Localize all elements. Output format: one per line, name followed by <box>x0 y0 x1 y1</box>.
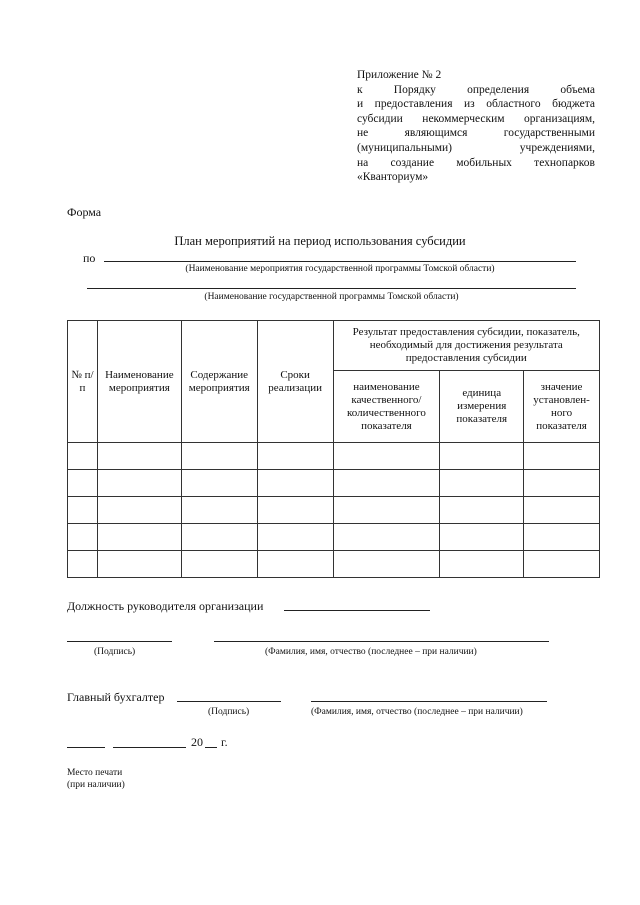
table-cell[interactable] <box>524 497 600 524</box>
appendix-line: (муниципальными) учреждениями, <box>357 141 595 154</box>
table-cell[interactable] <box>97 551 181 578</box>
header-num: № п/п <box>68 321 98 443</box>
appendix-header <box>357 68 595 185</box>
stamp-place <box>67 767 125 791</box>
date-day-line[interactable] <box>67 747 105 748</box>
table-row <box>68 551 600 578</box>
table-cell[interactable] <box>181 470 257 497</box>
event-name-caption: (Наименование мероприятия государственной программы Томской области) <box>185 264 495 274</box>
date-month-line[interactable] <box>113 747 186 748</box>
head-fio-caption: (Фамилия, имя, отчество (последнее – при наличии) <box>265 647 477 657</box>
appendix-line: и предоставления из областного бюджета <box>357 98 595 111</box>
chief-accountant-label: Главный бухгалтер <box>67 690 165 704</box>
table-cell[interactable] <box>257 524 333 551</box>
table-cell[interactable] <box>440 497 524 524</box>
table-cell[interactable] <box>333 551 440 578</box>
appendix-line: на создание мобильных технопарков <box>357 156 595 169</box>
table-cell[interactable] <box>257 443 333 470</box>
table-cell[interactable] <box>440 470 524 497</box>
appendix-line: субсидии некоммерческим организациям, <box>357 112 595 125</box>
appendix-line: «Кванториум» <box>357 171 429 184</box>
stamp-line: Место печати <box>67 768 123 778</box>
table-cell[interactable] <box>68 524 98 551</box>
table-cell[interactable] <box>257 497 333 524</box>
subheader-value: значение установлен- ного показателя <box>524 371 600 443</box>
table-cell[interactable] <box>440 524 524 551</box>
table-cell[interactable] <box>333 524 440 551</box>
date-year-line[interactable] <box>205 747 217 748</box>
table-cell[interactable] <box>257 470 333 497</box>
appendix-line: Приложение № 2 <box>357 69 442 81</box>
table-cell[interactable] <box>97 443 181 470</box>
table-cell[interactable] <box>68 443 98 470</box>
table-cell[interactable] <box>68 551 98 578</box>
header-event-content: Содержание мероприятия <box>181 321 257 443</box>
program-name-caption: (Наименование государственной программы Томской области) <box>204 292 459 302</box>
subheader-unit: единица измерения показателя <box>440 371 524 443</box>
plan-title: План мероприятий на период использования субсидии <box>174 234 466 248</box>
table-row <box>68 470 600 497</box>
accountant-fio-line[interactable] <box>311 701 547 702</box>
form-label: Форма <box>67 205 102 219</box>
table-cell[interactable] <box>333 443 440 470</box>
accountant-signature-line[interactable] <box>177 701 281 702</box>
table-cell[interactable] <box>68 497 98 524</box>
table-cell[interactable] <box>440 551 524 578</box>
plan-table <box>67 320 600 578</box>
program-name-line[interactable] <box>87 288 576 289</box>
table-cell[interactable] <box>333 470 440 497</box>
po-label: по <box>83 251 96 265</box>
table-cell[interactable] <box>97 497 181 524</box>
accountant-signature-caption: (Подпись) <box>208 707 250 717</box>
table-row <box>68 524 600 551</box>
table-cell[interactable] <box>524 551 600 578</box>
date-year-prefix: 20 <box>191 735 203 749</box>
head-signature-line[interactable] <box>67 641 172 642</box>
table-cell[interactable] <box>181 524 257 551</box>
table-cell[interactable] <box>524 443 600 470</box>
table-cell[interactable] <box>524 470 600 497</box>
table-cell[interactable] <box>97 470 181 497</box>
table-row <box>68 497 600 524</box>
table-cell[interactable] <box>97 524 181 551</box>
table-cell[interactable] <box>440 443 524 470</box>
table-cell[interactable] <box>68 470 98 497</box>
head-fio-line[interactable] <box>214 641 549 642</box>
table-cell[interactable] <box>257 551 333 578</box>
table-cell[interactable] <box>181 551 257 578</box>
header-result: Результат предоставления субсидии, показатель, необходимый для достижения результата предоставления субсидии <box>333 321 599 371</box>
appendix-line: к Порядку определения объема <box>357 83 595 96</box>
appendix-line: не являющимся государственными <box>357 127 595 140</box>
table-row <box>68 443 600 470</box>
head-position-line[interactable] <box>284 610 430 611</box>
table-cell[interactable] <box>181 497 257 524</box>
header-event-name: Наименование мероприятия <box>97 321 181 443</box>
subheader-indicator-name: наименование качественного/ количественного показателя <box>333 371 440 443</box>
accountant-fio-caption: (Фамилия, имя, отчество (последнее – при наличии) <box>311 707 523 717</box>
event-name-line[interactable] <box>104 261 576 262</box>
stamp-note: (при наличии) <box>67 780 125 790</box>
table-cell[interactable] <box>181 443 257 470</box>
date-year-suffix: г. <box>221 735 228 749</box>
table-cell[interactable] <box>524 524 600 551</box>
header-terms: Сроки реализации <box>257 321 333 443</box>
head-position-label: Должность руководителя организации <box>67 599 264 613</box>
table-cell[interactable] <box>333 497 440 524</box>
head-signature-caption: (Подпись) <box>94 647 136 657</box>
